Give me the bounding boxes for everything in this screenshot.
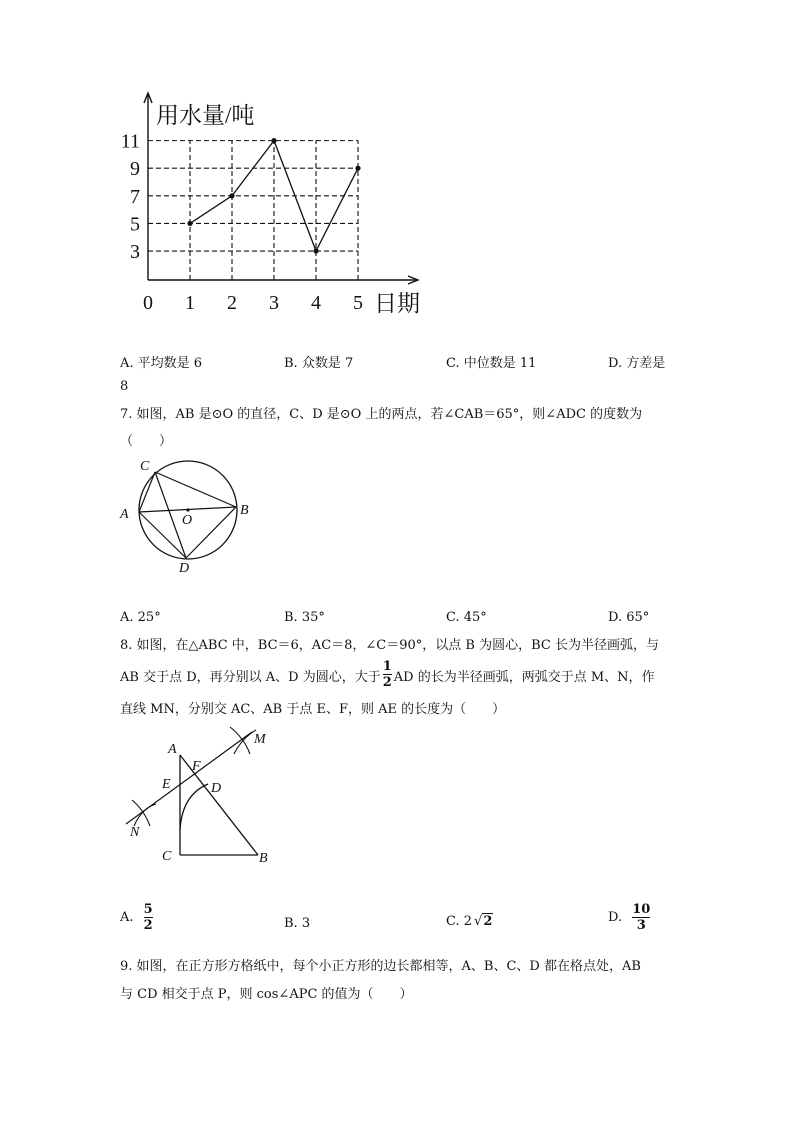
data-point <box>271 138 276 143</box>
label-e: E <box>162 777 171 792</box>
q8-stem-line1: 8. 如图，在△ABC 中，BC＝6，AC＝8，∠C＝90°，以点 B 为圆心，BC 长为半径画弧，与 <box>120 638 659 653</box>
center-point <box>186 508 189 511</box>
label-d: D <box>211 781 222 796</box>
q6-option-d: D. 方差是 <box>608 356 666 371</box>
label-o: O <box>182 513 193 528</box>
q8-c-prefix: C. 2 <box>446 914 473 929</box>
q8-triangle-figure <box>110 720 290 870</box>
fraction-one-half <box>383 660 392 689</box>
q6-option-c: C. 中位数是 11 <box>446 356 537 371</box>
x-tick-label: 3 <box>269 292 279 314</box>
arc-cd <box>180 784 208 830</box>
q8-a-fraction <box>144 903 153 932</box>
q7-stem-line1: 7. 如图，AB 是⊙O 的直径，C、D 是⊙O 上的两点，若∠CAB＝65°，则∠ADC 的度数为 <box>120 407 643 422</box>
q8-d-prefix: D. <box>608 910 623 925</box>
y-tick-label: 5 <box>130 213 140 236</box>
label-b: B <box>240 503 249 518</box>
q8-stem-line2 <box>120 659 655 690</box>
label-a: A <box>120 507 129 522</box>
q6-option-d-continued: 8 <box>120 379 129 394</box>
chart-tick-labels <box>121 131 363 314</box>
label-d: D <box>179 561 190 576</box>
y-tick-label: 9 <box>130 158 140 181</box>
frac-den: 3 <box>636 918 646 933</box>
q8-option-c <box>446 914 493 929</box>
label-c: C <box>140 459 150 474</box>
q7-circle-figure <box>110 450 270 580</box>
label-m: M <box>254 732 266 747</box>
q6-option-a: A. 平均数是 6 <box>120 356 203 371</box>
segment-ac <box>139 472 155 512</box>
label-c: C <box>162 849 172 864</box>
frac-num: 1 <box>382 659 392 674</box>
label-f: F <box>192 759 201 774</box>
x-tick-label: 4 <box>311 292 321 314</box>
q8-stem-line3: 直线 MN，分别交 AC、AB 于点 E、F，则 AE 的长度为（ ） <box>120 702 506 717</box>
frac-den: 2 <box>382 675 392 690</box>
q9-stem-line2: 与 CD 相交于点 P，则 cos∠APC 的值为（ ） <box>120 987 413 1002</box>
q8-line2-part1: AB 交于点 D，再分别以 A、D 为圆心，大于 <box>120 670 381 685</box>
x-tick-label: 5 <box>353 292 363 314</box>
x-tick-label: 1 <box>185 292 195 314</box>
q7-stem-line2: （ ） <box>120 434 173 449</box>
label-a: A <box>168 742 177 757</box>
q8-option-b: B. 3 <box>284 916 311 931</box>
data-point <box>355 166 360 171</box>
y-tick-label: 7 <box>130 185 140 208</box>
q8-line2-part2: AD 的长为半径画弧，两弧交于点 M、N，作 <box>393 670 655 685</box>
frac-num: 10 <box>632 902 651 917</box>
data-point <box>229 193 234 198</box>
label-n: N <box>130 825 140 840</box>
data-point <box>187 221 192 226</box>
y-tick-label: 3 <box>130 241 140 264</box>
data-point <box>313 248 318 253</box>
q7-option-d: D. 65° <box>608 610 650 625</box>
q8-option-a <box>120 903 153 932</box>
q7-option-c: C. 45° <box>446 610 487 625</box>
frac-den: 2 <box>143 918 153 933</box>
q8-d-fraction <box>632 903 650 932</box>
x-tick-label: 0 <box>143 292 153 314</box>
water-usage-chart <box>100 85 440 325</box>
chart-grid <box>148 141 358 280</box>
q8-c-radicand: 2 <box>483 914 493 929</box>
q9-stem-line1: 9. 如图，在正方形方格纸中，每个小正方形的边长都相等，A、B、C、D 都在格点处，AB <box>120 959 641 974</box>
frac-num: 5 <box>143 902 153 917</box>
segment-db <box>186 507 236 558</box>
label-b: B <box>259 851 268 866</box>
x-tick-label: 2 <box>227 292 237 314</box>
q8-option-d <box>608 903 650 932</box>
radical-sign: √ <box>474 914 483 929</box>
x-axis-label: 日期 <box>374 291 420 316</box>
q7-option-b: B. 35° <box>284 610 325 625</box>
q7-option-a: A. 25° <box>120 610 161 625</box>
y-axis-label: 用水量/吨 <box>156 103 255 128</box>
y-tick-label: 11 <box>120 130 140 153</box>
q8-a-prefix: A. <box>120 910 134 925</box>
q6-option-b: B. 众数是 7 <box>284 356 354 371</box>
